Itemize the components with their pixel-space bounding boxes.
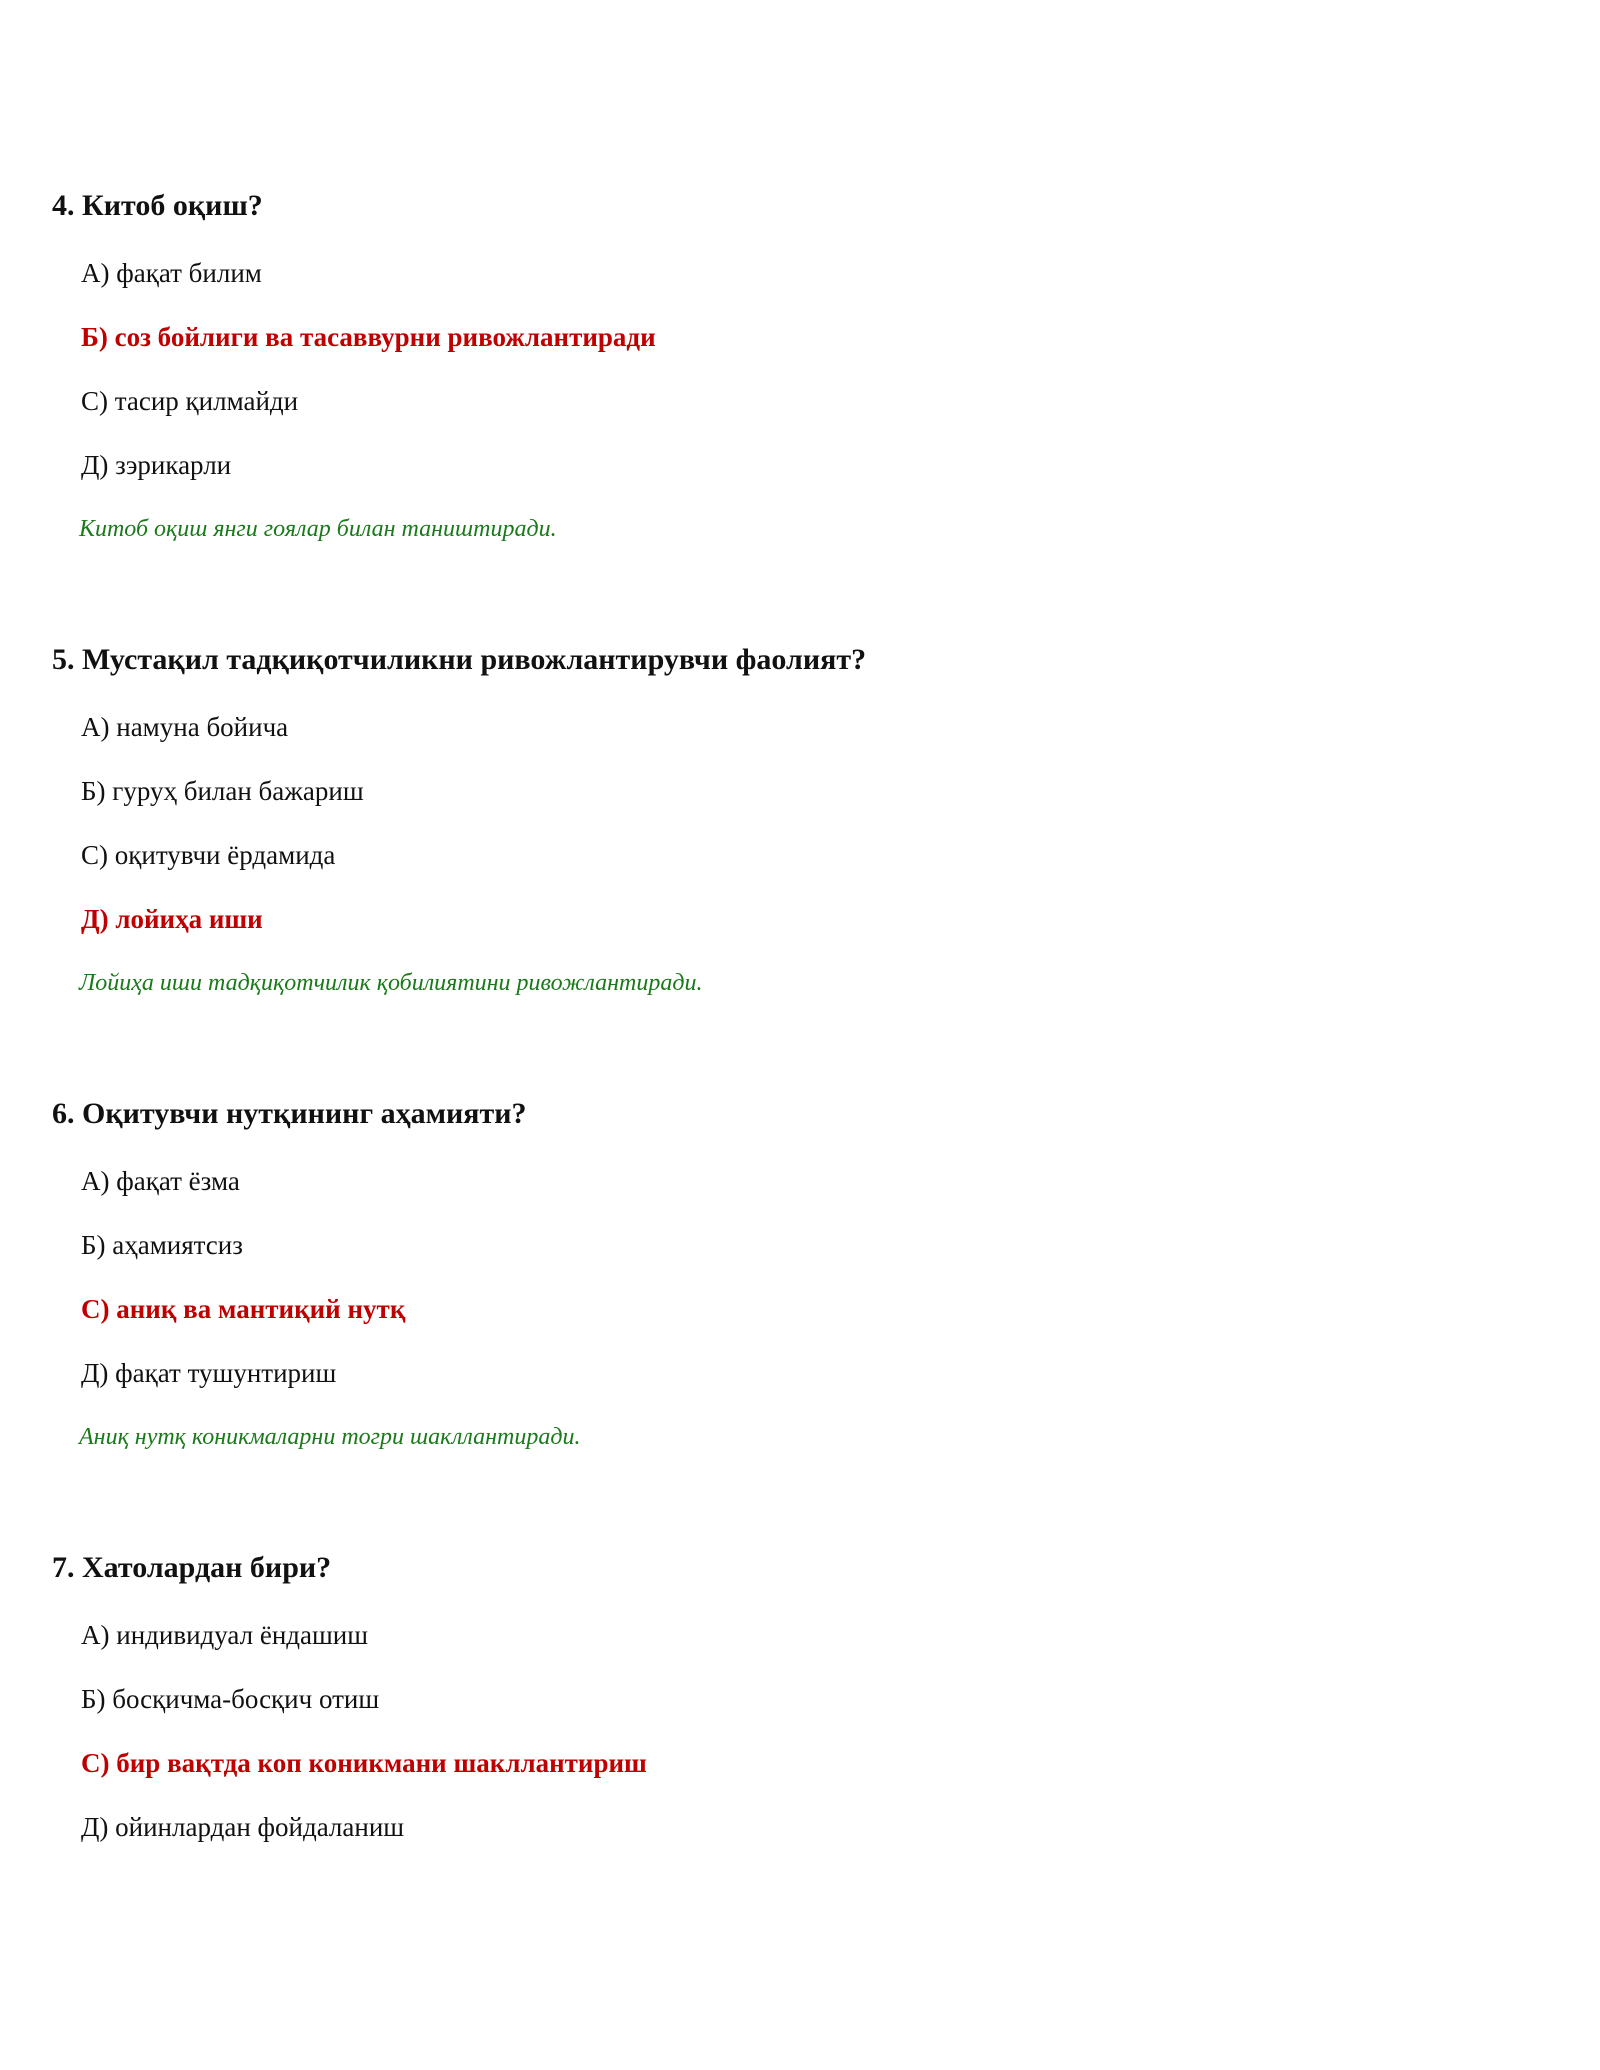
answer-option-a: А) индивидуал ёндашиш — [81, 1620, 369, 1650]
answer-explanation: Китоб оқиш янги гоялар билан таништиради. — [79, 516, 557, 542]
answer-option-b-correct: Б) соз бойлиги ва тасаввурни ривожлантиради — [81, 322, 656, 352]
question-title: 5. Мустақил тадқиқотчиликни ривожлантирувчи фаолият? — [52, 643, 867, 676]
answer-option-a: А) фақат ёзма — [81, 1166, 240, 1196]
answer-option-a: А) фақат билим — [81, 258, 262, 288]
answer-explanation: Лойиҳа иши тадқиқотчилик қобилиятини ривожлантиради. — [79, 970, 703, 996]
question-title: 7. Хатолардан бири? — [52, 1551, 332, 1584]
answer-option-b: Б) аҳамиятсиз — [81, 1230, 243, 1260]
answer-explanation: Аниқ нутқ коникмаларни тогри шакллантиради. — [79, 1424, 581, 1450]
answer-option-d: Д) зэрикарли — [81, 450, 232, 480]
answer-option-c-correct: С) бир вақтда коп коникмани шакллантириш — [81, 1748, 647, 1778]
answer-option-c-correct: С) аниқ ва мантиқий нутқ — [81, 1294, 406, 1324]
answer-option-d: Д) фақат тушунтириш — [81, 1358, 337, 1388]
answer-option-b: Б) гуруҳ билан бажариш — [81, 776, 364, 806]
question-title: 4. Китоб оқиш? — [52, 189, 263, 222]
answer-option-a: А) намуна бойича — [81, 712, 289, 742]
answer-option-c: С) оқитувчи ёрдамида — [81, 840, 336, 870]
answer-option-c: С) тасир қилмайди — [81, 386, 299, 416]
answer-option-b: Б) босқичма-босқич отиш — [81, 1684, 380, 1714]
question-title: 6. Оқитувчи нутқининг аҳамияти? — [52, 1097, 527, 1130]
answer-option-d-correct: Д) лойиҳа иши — [81, 904, 263, 934]
answer-option-d: Д) ойинлардан фойдаланиш — [81, 1812, 405, 1842]
